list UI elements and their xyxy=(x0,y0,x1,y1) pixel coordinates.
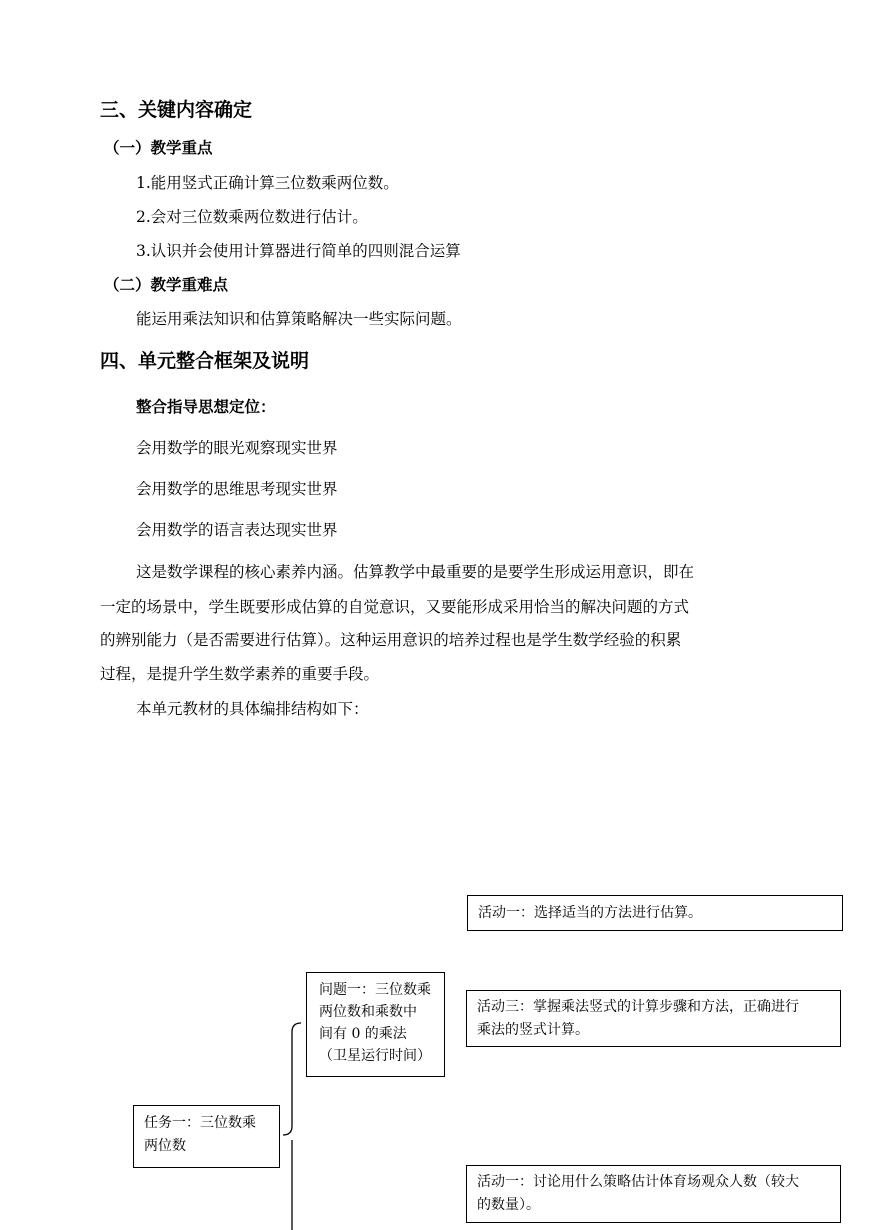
paragraph-line-3: 的辨别能力（是否需要进行估算）。这种运用意识的培养过程也是学生数学经验的积累 xyxy=(100,631,682,649)
guide-item-2: 会用数学的思维思考现实世界 xyxy=(136,480,338,498)
focus-item-1: 1.能用竖式正确计算三位数乘两位数。 xyxy=(136,174,399,192)
guide-item-1: 会用数学的眼光观察现实世界 xyxy=(136,439,338,457)
activity-estimate-method-box xyxy=(467,895,843,931)
teaching-difficulty-heading: （二）教学重难点 xyxy=(104,276,229,294)
task-1-line-2: 两位数 xyxy=(144,1138,186,1154)
paragraph-line-4: 过程，是提升学生数学素养的重要手段。 xyxy=(100,665,380,683)
guide-item-3: 会用数学的语言表达现实世界 xyxy=(136,521,338,539)
focus-item-3: 3.认识并会使用计算器进行简单的四则混合运算 xyxy=(136,242,461,260)
problem-1-line-2: 两位数和乘数中 xyxy=(319,1004,417,1020)
activity-3-box xyxy=(466,990,841,1047)
guide-heading: 整合指导思想定位： xyxy=(136,398,276,416)
section-3-heading: 三、关键内容确定 xyxy=(100,99,253,121)
problem-1-line-3: 间有 0 的乘法 xyxy=(319,1026,407,1042)
section-4-heading: 四、单元整合框架及说明 xyxy=(100,350,310,372)
problem-1-line-1: 问题一：三位数乘 xyxy=(319,982,431,998)
task-1-line-1: 任务一：三位数乘 xyxy=(144,1115,256,1131)
paragraph-line-1: 这是数学课程的核心素养内涵。估算教学中最重要的是要学生形成运用意识，即在 xyxy=(136,563,695,581)
activity-3-line-2: 乘法的竖式计算。 xyxy=(477,1022,589,1038)
structure-intro: 本单元教材的具体编排结构如下： xyxy=(136,700,369,718)
activity-stadium-line-1: 活动一：讨论用什么策略估计体育场观众人数（较大 xyxy=(477,1174,799,1190)
activity-stadium-box xyxy=(466,1165,841,1223)
task-1-box xyxy=(133,1105,280,1168)
problem-1-box xyxy=(306,972,445,1077)
problem-1-line-4: （卫星运行时间） xyxy=(319,1048,431,1064)
teaching-focus-heading: （一）教学重点 xyxy=(104,139,213,157)
activity-stadium-line-2: 的数量）。 xyxy=(477,1197,540,1213)
focus-item-2: 2.会对三位数乘两位数进行估计。 xyxy=(136,208,368,226)
activity-estimate-method-text: 活动一：选择适当的方法进行估算。 xyxy=(478,905,702,921)
activity-3-line-1: 活动三：掌握乘法竖式的计算步骤和方法，正确进行 xyxy=(477,999,799,1015)
difficulty-text: 能运用乘法知识和估算策略解决一些实际问题。 xyxy=(136,310,462,328)
paragraph-line-2: 一定的场景中，学生既要形成估算的自觉意识，又要能形成采用恰当的解决问题的方式 xyxy=(100,598,690,616)
